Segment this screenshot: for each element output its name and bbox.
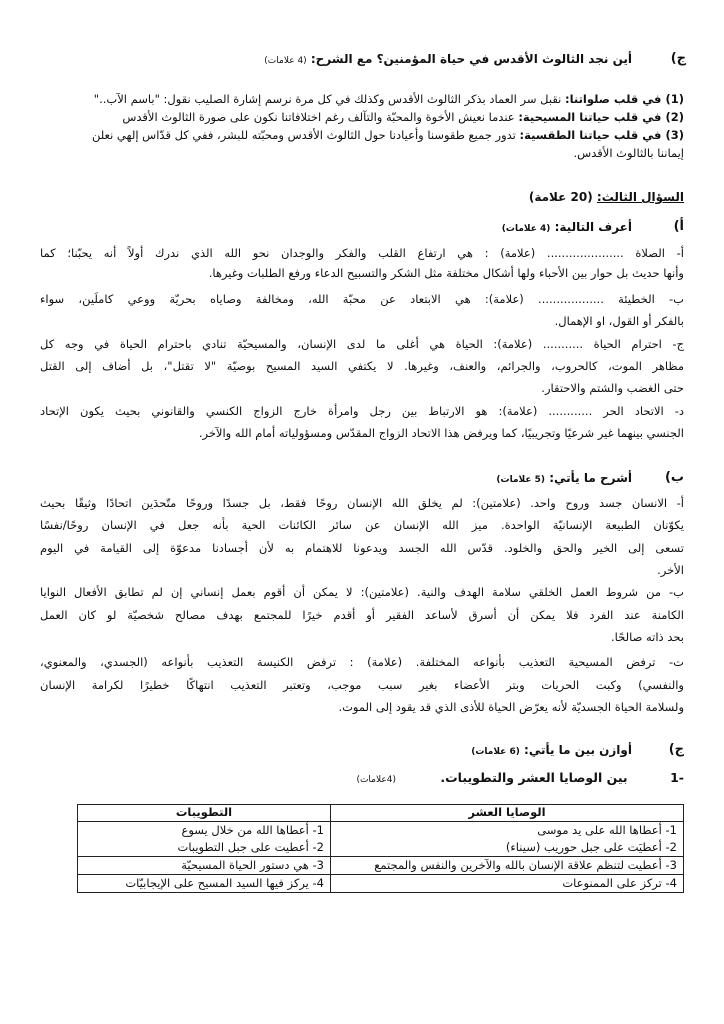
commandments-item-4: 4- تركز على الممنوعات	[331, 875, 684, 893]
q3-c-sub-num: -1	[670, 770, 684, 785]
q3-c-sub-title: بين الوصايا العشر والتطويبات.	[440, 770, 628, 785]
q3-a-title: أعرف التالية:	[554, 220, 632, 234]
q3-b-line-7: بحد ذاته صالحًا.	[610, 630, 684, 644]
q3-b-marker: ب)	[664, 470, 684, 485]
part-c-item-3	[40, 128, 684, 143]
table-header-row	[78, 805, 684, 822]
q3-b-line-9: والنفسي) وكبت الحريات وبتر الأعضاء بغير سبب موجب، وتعتبر التعذيب انتهاكًا خطيرًا لكرامة الإنسان	[40, 678, 684, 692]
q3-c-sub-marks: (4علامات)	[356, 775, 396, 785]
q3-b-line-6: الكامنة عند الفرد فلا يمكن أن أسرق لأساعد الفقير أو أقدم خيرًا للمجتمع بهدف مصالح شخصيّة لو كان العمل	[40, 608, 684, 622]
q3-b-title: أشرح ما يأتي:	[549, 471, 632, 485]
q3-b-line-4: الأخر.	[657, 563, 684, 577]
q3-marks: (20 علامة)	[528, 190, 593, 204]
table-cell-commandments-1-2	[331, 822, 684, 857]
commandments-item-3: 3- أعطيت لتنظم علاقة الإنسان بالله والآخرين والنفس والمجتمع	[331, 857, 684, 875]
q3-a-line-1: أ- الصلاة ..................... (علامة) : هي ارتفاع القلب والفكر والوجدان نحو الله الذي ندرك أولاً أنه يحبّنا؛ كما	[40, 246, 684, 260]
q3-c-marker: ج)	[668, 742, 684, 757]
table-header-beatitudes: التطويبات	[78, 805, 331, 822]
table-header-commandments: الوصايا العشر	[331, 805, 684, 822]
table-row	[78, 822, 684, 857]
q3-a-marks: (4 علامات)	[501, 224, 551, 234]
beatitudes-item-3: 3- هي دستور الحياة المسيحيّة	[78, 857, 331, 875]
part-c-item-3-cont: إيماننا بالثالوث الأقدس.	[573, 146, 684, 160]
q3-heading	[40, 190, 684, 205]
q3-b-line-3: تسعى إلى الخير والحق والخلود. قدّس الله الجسد ويدعونا للاهتمام به لأن أجسادنا مدعوّة إلى القيامة في اليوم	[40, 541, 684, 555]
q3-b-line-2: يكوّنان الطبيعة الإنسانيّة الواحدة. ميز الله الإنسان عن سائر الكائنات الحية بأنه جعل في الإنسان روحًا/نفسًا	[40, 518, 684, 532]
part-c-item-1-label: (1) في قلب صلواتنا:	[565, 92, 684, 106]
part-c-question-text: أين نجد الثالوث الأقدس في حياة المؤمنين؟ مع الشرح:	[310, 52, 632, 66]
table-row	[78, 857, 684, 875]
part-c-item-1	[40, 92, 684, 107]
q3-b-line-8: ت- ترفض المسيحية التعذيب بأنواعه المختلفة. (علامة) : ترفض الكنيسة التعذيب بأنواعه (الجسدي، والمعنوي،	[40, 655, 684, 669]
part-c-item-2	[40, 110, 684, 125]
q3-c-heading	[40, 743, 632, 760]
beatitudes-item-1: 1- أعطاها الله من خلال يسوع	[181, 823, 324, 837]
q3-a-line-5: ج- احترام الحياة ........... (علامة): الحياة هي أغلى ما لدى الإنسان، والمسيحيّة تنادي باحترام الحياة في وجه كل	[40, 337, 684, 351]
q3-a-line-9: الجنسي بينهما غير شرعيًا وتجريبيًا، كما ويرفض هذا الاتحاد الزواج المقدّس ومسؤولياته أمام الله والآخر.	[198, 426, 684, 440]
part-c-item-3-text: تدور جميع طقوسنا وأعيادنا حول الثالوث الأقدس ومحبّته للبشر، ففي كل قدّاس إلهي نعلن	[91, 128, 520, 142]
q3-b-line-10: ولسلامة الحياة الجسديّة لأنه يعرّض الحياة للأذى الذي قد يقود إلى الموت.	[338, 700, 684, 714]
part-c-item-2-label: (2) في قلب حياتنا المسيحية:	[518, 110, 684, 124]
table-cell-beatitudes-1-2	[78, 822, 331, 857]
q3-a-line-2: وأنها حديث بل حوار بين الأحباء ولها أشكال مختلفة مثل الشكر والتسبيح الدعاء ورفع الطلبات وغيرها.	[208, 266, 684, 280]
part-c-marks: (4 علامات)	[264, 56, 307, 66]
part-c-item-1-text: نقبل سر العماد بذكر الثالوث الأقدس وكذلك في كل مرة نرسم إشارة الصليب نقول: "باسم الآب.."	[93, 92, 565, 106]
q3-a-heading	[40, 220, 632, 237]
q3-a-line-3: ب- الخطيئة .................. (علامة): هي الابتعاد عن محبّة الله، ومخالفة وصاياه بحريّة ووعي كاملَين، سواء	[40, 292, 684, 306]
beatitudes-item-4: 4- يركز فيها السيد المسيح على الإيجابيّات	[78, 875, 331, 893]
q3-b-marks: (5 علامات)	[496, 475, 546, 485]
commandments-item-1: 1- أعطاها الله على يد موسى	[537, 823, 677, 837]
q3-b-line-1: أ- الانسان جسد وروح واحد. (علامتين): لم يخلق الله الإنسان روحًا فقط، بل جسدًا وروحًا متّحدَين اتحادًا وثيقًا بحيث	[40, 496, 684, 510]
q3-b-line-5: ب- من شروط العمل الخلقي سلامة الهدف والنية. (علامتين): لا يمكن أن أقوم بعمل إنساني إن لم تطابق الأفعال النوايا	[40, 585, 684, 599]
q3-a-line-7: حتى الغضب والشتم والاحتقار.	[541, 381, 684, 395]
part-c-item-3-label: (3) في قلب حياتنا الطقسية:	[519, 128, 684, 142]
q3-a-line-6: مظاهر الموت، كالحروب، والجرائم، والعنف، وغيرها. لا يكتفي السيد المسيح بوصيّة "لا تقتل"، بل أضاف إلى القتل	[40, 359, 684, 373]
part-c-item-2-text: عندما نعيش الأخوة والمحبّة والتآلف رغم اختلافاتنا نكون على صورة الثالوث الأقدس	[122, 110, 519, 124]
part-c-question	[40, 52, 632, 69]
commandments-item-2: 2- أعطيَت على جبل حوريب (سيناء)	[505, 840, 677, 854]
table-row	[78, 875, 684, 893]
q3-b-heading	[40, 471, 632, 488]
q3-a-line-4: بالفكر أو القول، او الإهمال.	[554, 314, 684, 328]
comparison-table	[77, 804, 684, 893]
beatitudes-item-2: 2- أعطيت على جبل التطويبات	[177, 840, 324, 854]
q3-title: السؤال الثالث:	[596, 190, 684, 204]
q3-a-line-8: د- الاتحاد الحر ............ (علامة): هو الارتباط بين رجل وامرأة خارج الزواج الكنسي والقانوني بحيث يكون الإتحاد	[40, 404, 684, 418]
part-c-marker: ج)	[670, 51, 686, 66]
q3-c-marks: (6 علامات)	[471, 747, 520, 757]
q3-a-marker: أ)	[673, 219, 684, 234]
q3-c-subheading	[40, 770, 684, 788]
q3-c-title: أوازن بين ما يأتي:	[524, 743, 632, 757]
